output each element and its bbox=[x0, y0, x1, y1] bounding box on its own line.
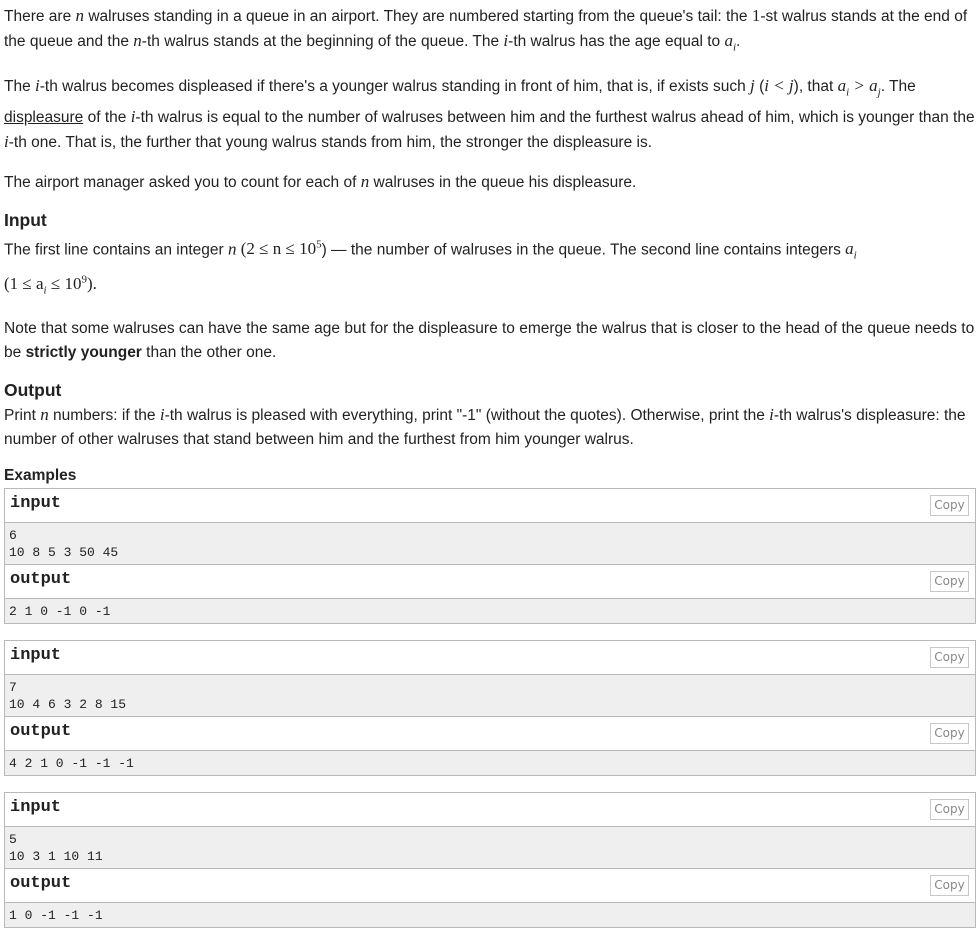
text: ( bbox=[754, 78, 765, 96]
math-n: n bbox=[228, 239, 237, 259]
paragraph-3 bbox=[4, 170, 980, 195]
math-n: n bbox=[360, 171, 370, 191]
text: The airport manager asked you to count for each of bbox=[4, 173, 361, 191]
text: -th walrus stands at the beginning of the queue. The bbox=[141, 33, 504, 50]
math-i: i bbox=[503, 31, 509, 50]
math-ai: $a_i$ bbox=[845, 239, 857, 262]
math-i: i bbox=[159, 404, 165, 424]
math-ai: $a_i$ bbox=[724, 31, 736, 54]
example-output-header bbox=[5, 716, 975, 751]
example-3 bbox=[4, 792, 976, 928]
input-spec bbox=[4, 233, 980, 303]
math-j: j bbox=[750, 76, 755, 96]
text: -th walrus becomes displeased if there's a younger walrus standing in front of him, that is, if exists such bbox=[39, 78, 751, 96]
input-section-title: Input bbox=[4, 209, 47, 230]
copy-button[interactable]: Copy bbox=[930, 571, 969, 592]
text: The bbox=[4, 78, 36, 96]
text: The first line contains an integer bbox=[4, 241, 229, 259]
input-note bbox=[4, 317, 980, 365]
text: walruses in the queue his displeasure. bbox=[369, 173, 637, 191]
examples-title: Examples bbox=[4, 466, 77, 484]
example-input-header bbox=[5, 641, 975, 675]
example-input: 7 10 4 6 3 2 8 15 bbox=[5, 675, 975, 716]
output-section-title: Output bbox=[4, 379, 62, 400]
math-n: n bbox=[75, 6, 85, 25]
example-input-header bbox=[5, 793, 975, 827]
text: -th one. That is, the further that young walrus stands from him, the stronger the displeasure is. bbox=[8, 133, 653, 151]
output-label: output bbox=[10, 873, 72, 893]
input-label: input bbox=[10, 797, 62, 817]
math-range-ai: $(1 \le a_i \le 10^9)$. bbox=[4, 273, 97, 297]
math-one: 1 bbox=[751, 6, 761, 25]
copy-button[interactable]: Copy bbox=[930, 799, 969, 820]
text: -th walrus is equal to the number of walruses between him and the furthest walrus ahead of him, which is younger than the bbox=[135, 108, 975, 126]
example-input: 5 10 3 1 10 11 bbox=[5, 827, 975, 868]
text: Print bbox=[4, 406, 41, 424]
example-output: 2 1 0 -1 0 -1 bbox=[5, 599, 975, 623]
text: There are bbox=[4, 8, 76, 25]
copy-button[interactable]: Copy bbox=[930, 875, 969, 896]
bold-text: strictly younger bbox=[25, 343, 142, 361]
math-condition: i < j bbox=[764, 76, 794, 96]
output-label: output bbox=[10, 569, 72, 589]
text: Note that some walruses can have the same age but for the displeasure to emerge the walrus that is closer to the head of the queue needs to be bbox=[4, 319, 975, 361]
text: -th walrus is pleased with everything, print "-1" (without the quotes). Otherwise, print the bbox=[164, 406, 770, 424]
example-output-header bbox=[5, 868, 975, 903]
example-output-header bbox=[5, 564, 975, 599]
text: than the other one. bbox=[141, 343, 277, 361]
math-inequality: $a_i > a_j$ bbox=[837, 76, 881, 99]
math-range: ($2 \le n \le 10^5$ bbox=[236, 238, 322, 259]
text: walruses standing in a queue in an airport. They are numbered starting from the queue's tail: the bbox=[84, 8, 752, 25]
output-spec bbox=[4, 403, 980, 452]
text: -st walrus stands at the end of the queue and the bbox=[4, 8, 968, 50]
displeasure-term: displeasure bbox=[4, 108, 84, 126]
example-input-header bbox=[5, 489, 975, 523]
example-output: 1 0 -1 -1 -1 bbox=[5, 903, 975, 927]
copy-button[interactable]: Copy bbox=[930, 647, 969, 668]
math-n: n bbox=[40, 404, 49, 424]
math-i: i bbox=[4, 131, 9, 151]
example-output: 4 2 1 0 -1 -1 -1 bbox=[5, 751, 975, 775]
copy-button[interactable]: Copy bbox=[930, 723, 969, 744]
text: -th walrus's displeasure: the number of other walruses that stand between him and the furthest from him younger walrus. bbox=[4, 406, 966, 448]
text: -th walrus has the age equal to bbox=[508, 33, 725, 50]
example-input: 6 10 8 5 3 50 45 bbox=[5, 523, 975, 564]
example-1 bbox=[4, 488, 976, 624]
output-label: output bbox=[10, 721, 72, 741]
copy-button[interactable]: Copy bbox=[930, 495, 969, 516]
text: . bbox=[736, 33, 741, 50]
paragraph-2 bbox=[4, 74, 980, 154]
input-label: input bbox=[10, 493, 62, 513]
problem-statement bbox=[0, 4, 980, 928]
math-i: i bbox=[769, 404, 774, 424]
input-label: input bbox=[10, 645, 62, 665]
math-i: i bbox=[130, 106, 136, 126]
text: . The bbox=[880, 78, 916, 96]
text: of the bbox=[83, 108, 131, 126]
text: ), that bbox=[793, 78, 838, 96]
math-n: n bbox=[133, 31, 142, 50]
text: numbers: if the bbox=[48, 406, 160, 424]
paragraph-1 bbox=[4, 4, 980, 59]
example-2 bbox=[4, 640, 976, 776]
math-i: i bbox=[35, 76, 40, 96]
text: ) — the number of walruses in the queue. The second line contains integers bbox=[321, 241, 846, 259]
